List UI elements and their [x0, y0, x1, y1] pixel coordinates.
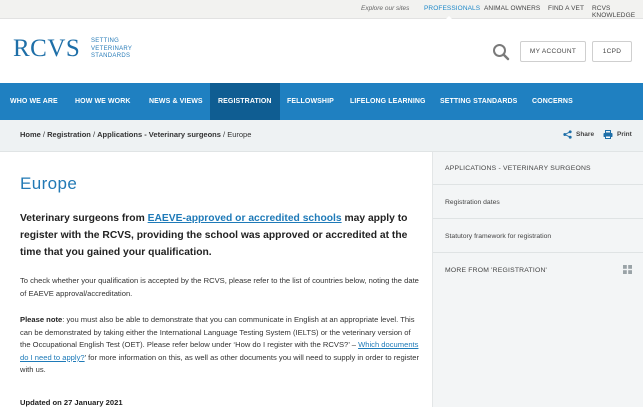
main-content: [0, 152, 432, 407]
sidebar: [432, 152, 643, 407]
toplink-animal-owners[interactable]: ANIMAL OWNERS: [484, 5, 541, 12]
breadcrumb-sep: /: [90, 130, 98, 139]
breadcrumb-current: Europe: [227, 130, 252, 139]
printer-icon: [603, 130, 613, 139]
nav-how-we-work[interactable]: HOW WE WORK: [75, 98, 131, 105]
breadcrumb-home[interactable]: Home: [20, 130, 41, 139]
utility-bar: [0, 0, 643, 19]
share-icon: [563, 130, 572, 139]
note-text-cont: ’ for more information on this, as well as other documents you will need to supply in order to register with us.: [20, 352, 420, 375]
toplink-professionals[interactable]: PROFESSIONALS: [424, 5, 481, 12]
logo-text: RCVS: [13, 35, 81, 62]
breadcrumb-sep: /: [40, 130, 48, 139]
more-label: MORE FROM 'REGISTRATION': [445, 266, 548, 274]
toplink-find-a-vet[interactable]: FIND A VET: [548, 5, 585, 12]
main-nav: [0, 83, 643, 120]
sidebar-item-statutory-framework[interactable]: Statutory framework for registration: [433, 220, 643, 253]
toplink-rcvs-knowledge[interactable]: RCVS KNOWLEDGE: [592, 5, 636, 19]
sidebar-more-from-registration[interactable]: [433, 253, 643, 287]
grid-icon: [623, 265, 632, 274]
sidebar-item-registration-dates[interactable]: Registration dates: [433, 186, 643, 219]
print-label: Print: [617, 131, 632, 138]
nav-fellowship[interactable]: FELLOWSHIP: [287, 98, 334, 105]
documents-link[interactable]: Which documents do I need to apply?: [20, 340, 419, 362]
cpd-button[interactable]: 1CPD: [592, 41, 632, 62]
note-label: Please note: [20, 315, 63, 324]
tagline-line-2: VETERINARY: [91, 45, 133, 52]
intro-text-cont: may apply to register with the RCVS, providing the school was approved or accredited at the time that you gained your qualification.: [20, 213, 408, 258]
nav-news-views[interactable]: NEWS & VIEWS: [149, 98, 203, 105]
nav-lifelong-learning[interactable]: LIFELONG LEARNING: [350, 98, 426, 105]
breadcrumb-applications[interactable]: Applications - Veterinary surgeons: [97, 130, 221, 139]
english-note-paragraph: [20, 314, 420, 377]
breadcrumb: [20, 130, 251, 139]
sidebar-heading[interactable]: APPLICATIONS - VETERINARY SURGEONS: [433, 152, 643, 185]
breadcrumb-registration[interactable]: Registration: [47, 130, 91, 139]
nav-setting-standards[interactable]: SETTING STANDARDS: [440, 98, 518, 105]
share-label: Share: [576, 131, 595, 138]
search-button[interactable]: [492, 43, 510, 61]
nav-concerns[interactable]: CONCERNS: [532, 98, 573, 105]
nav-who-we-are[interactable]: WHO WE ARE: [10, 98, 58, 105]
intro-text: Veterinary surgeons from: [20, 213, 148, 224]
site-header: [0, 19, 643, 83]
logo-tagline: [91, 38, 151, 61]
print-button[interactable]: [603, 130, 632, 139]
check-qualification-paragraph: To check whether your qualification is accepted by the RCVS, please refer to the list of countries below, noting the date of EAEVE approval/accreditation.: [20, 276, 419, 298]
nav-registration[interactable]: REGISTRATION: [210, 83, 280, 120]
breadcrumb-bar: [0, 120, 643, 152]
intro-paragraph: [20, 210, 416, 261]
tagline-line-1: SETTING: [91, 38, 120, 44]
share-button[interactable]: [563, 130, 594, 139]
search-icon: [492, 43, 510, 61]
note-text: : you must also be able to demonstrate that you can communicate in English at an appropriate level. This can be demonstrated by taking either the International Language Testing System (IELTS) or the veterinary version of the Occupational English Test (OET). Please refer below under ‘How do I register with the RCVS?’ –: [20, 315, 415, 350]
my-account-button[interactable]: MY ACCOUNT: [520, 41, 586, 62]
page-title: Europe: [20, 174, 78, 193]
breadcrumb-sep: /: [220, 130, 228, 139]
tagline-line-3: STANDARDS: [91, 53, 131, 59]
explore-label: Explore our sites: [361, 5, 410, 12]
updated-date: Updated on 27 January 2021: [20, 398, 123, 407]
eaeve-schools-link[interactable]: EAEVE-approved or accredited schools: [147, 213, 342, 224]
